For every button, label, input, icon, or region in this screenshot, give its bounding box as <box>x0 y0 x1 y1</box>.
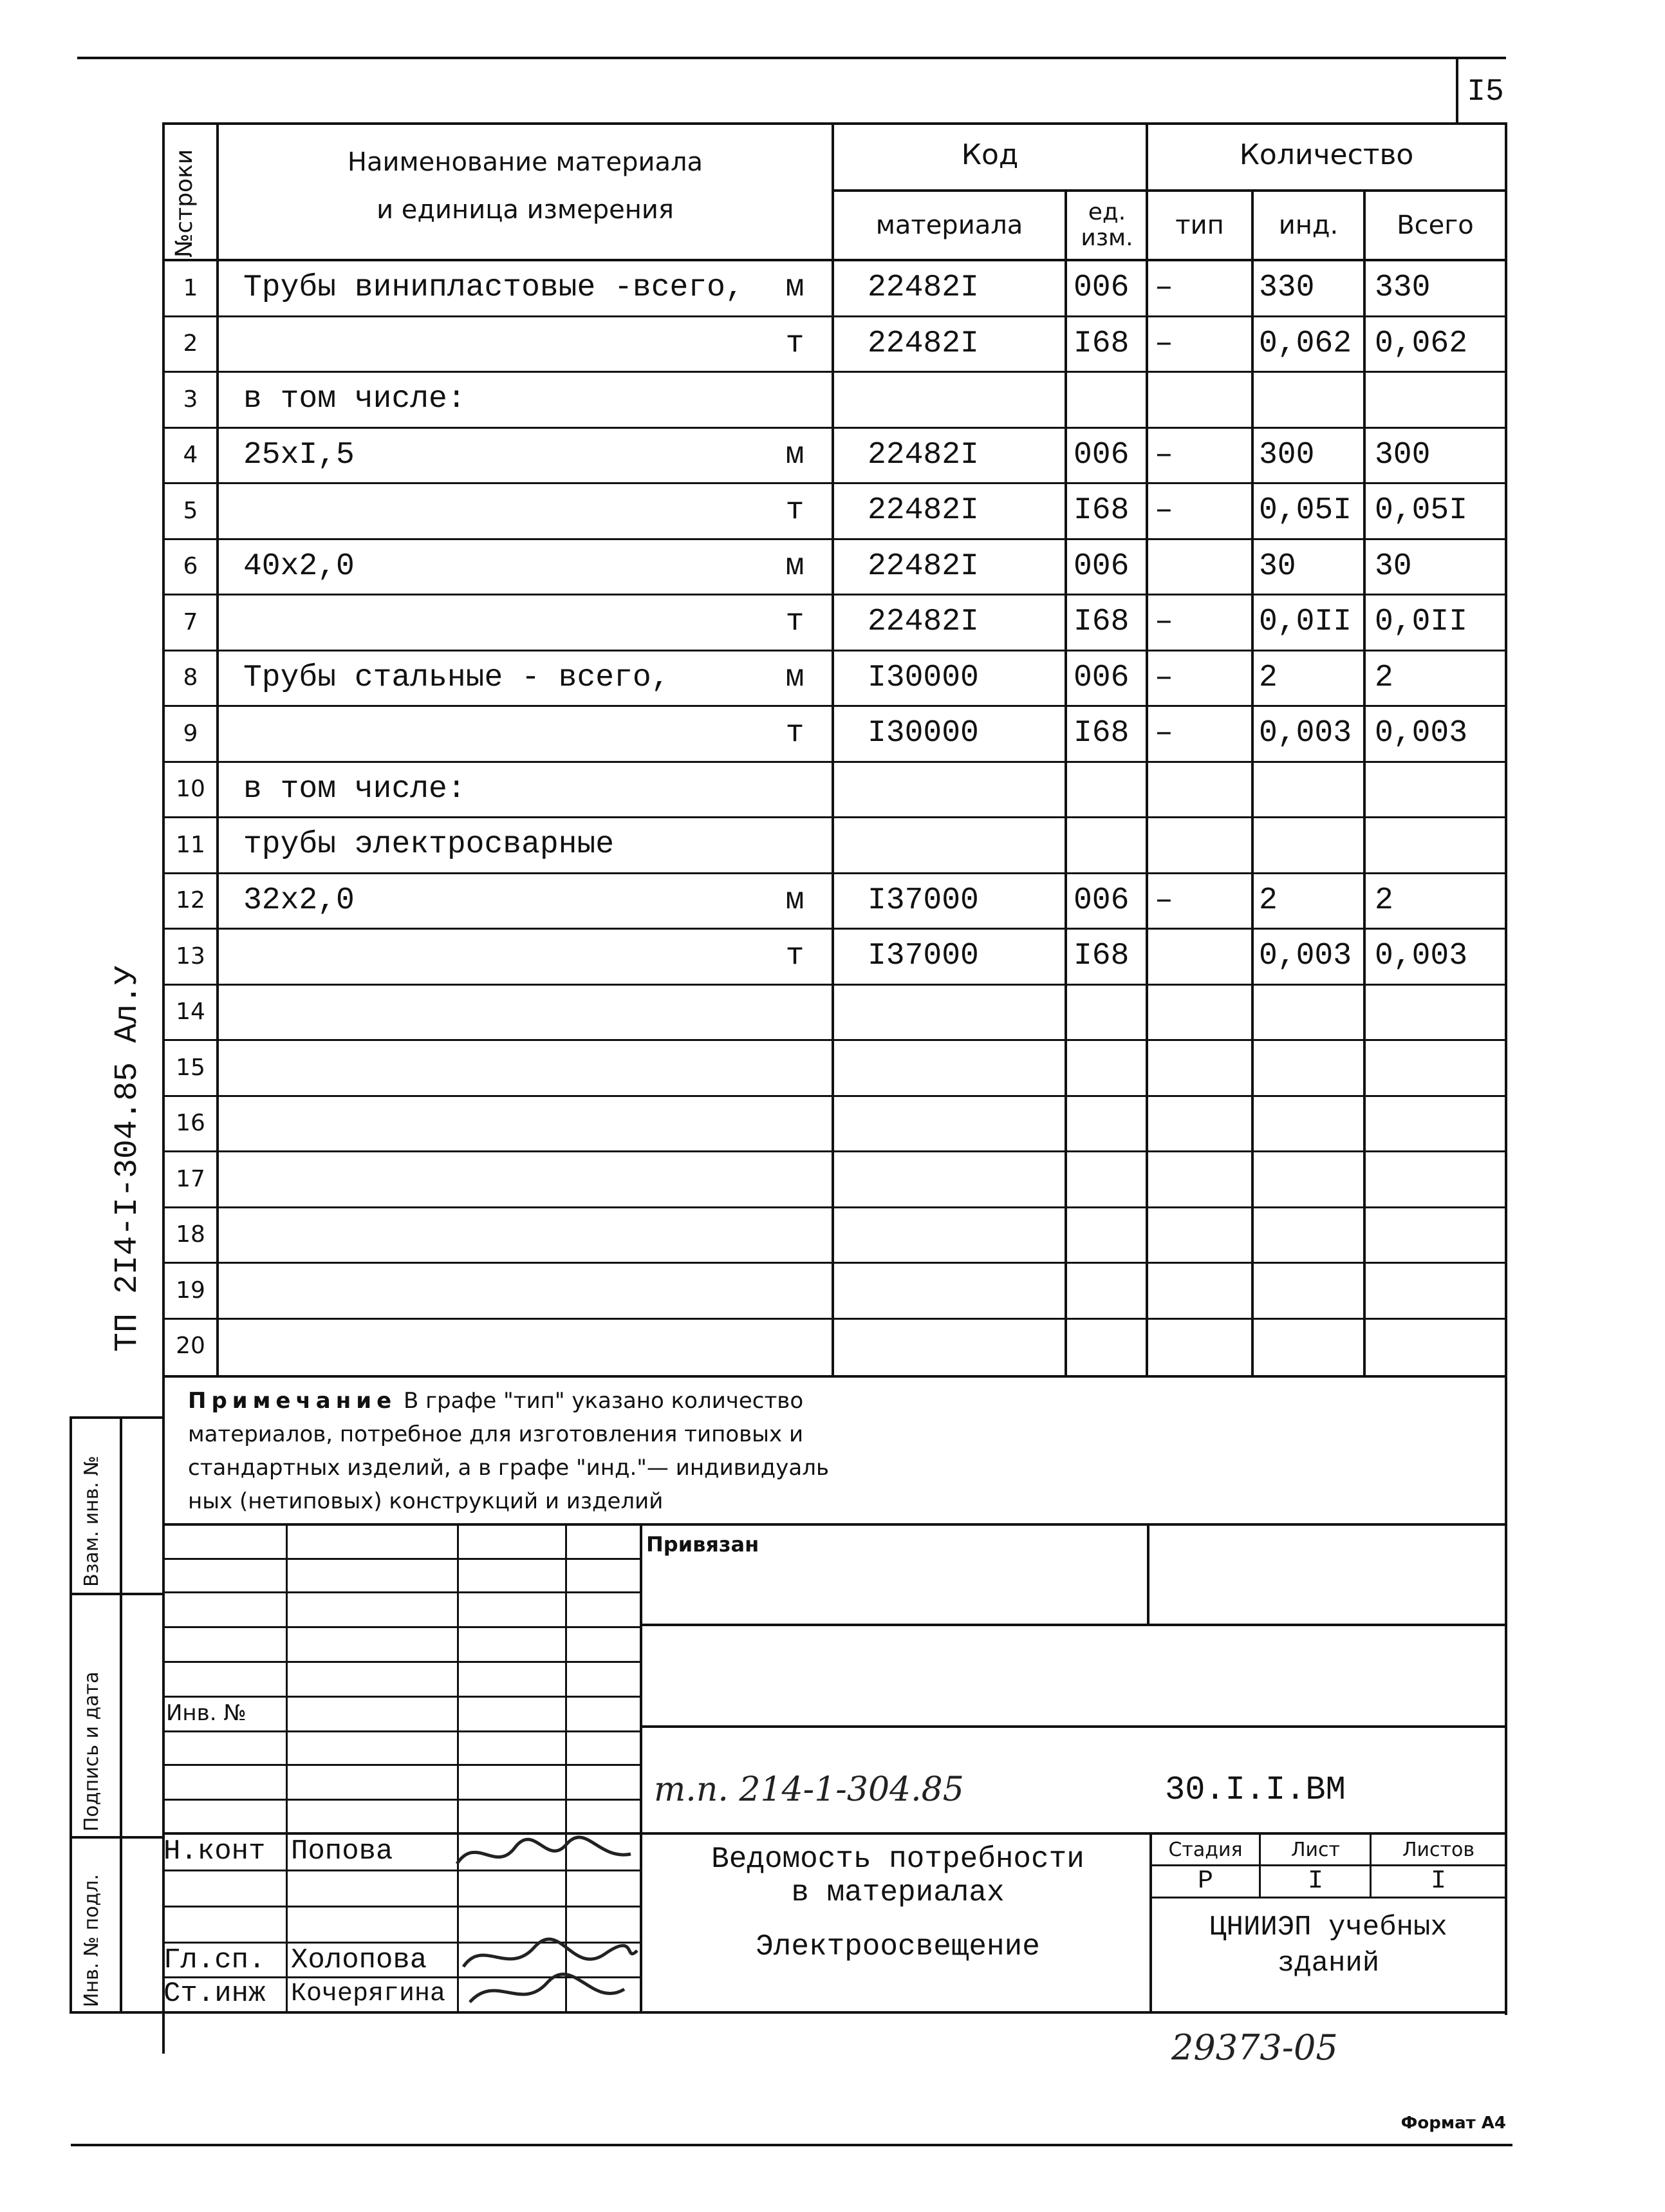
tb-top <box>162 1523 1507 1526</box>
qty-total <box>1366 762 1505 818</box>
row-divider <box>162 1318 1507 1320</box>
unit-code <box>1067 817 1146 873</box>
qty-ind: 300 <box>1259 437 1315 473</box>
row-number: 13 <box>176 942 205 970</box>
material-name <box>243 594 758 650</box>
tb-line-1 <box>640 1624 1507 1626</box>
bottom-handwritten-number: 29373-05 <box>1171 2027 1338 2068</box>
note-line3: стандартных изделий, а в графе "инд."— индивидуаль <box>188 1455 830 1481</box>
material-code: I30000 <box>868 716 979 751</box>
qty-total: 0,003 <box>1375 939 1468 974</box>
material-code: 22482I <box>868 326 979 361</box>
qty-total: 2 <box>1375 660 1393 695</box>
material-name: в том числе: <box>243 771 466 807</box>
unit-code: 006 <box>1074 883 1130 918</box>
qty-type <box>1148 371 1251 427</box>
sig-row-3 <box>162 1626 640 1628</box>
doc-title-line3: Электроосвещение <box>756 1930 1040 1964</box>
row-divider <box>162 650 1507 651</box>
unit-code: 006 <box>1074 270 1130 306</box>
material-unit <box>759 1262 830 1318</box>
note-lead: Примечание <box>188 1388 397 1414</box>
col-line-num <box>216 122 219 1378</box>
side-stamp-div2 <box>70 1836 165 1839</box>
qty-type <box>1148 1318 1251 1374</box>
qty-ind <box>1254 1207 1363 1263</box>
material-unit <box>759 1096 830 1152</box>
side-label-inv: Инв. № подл. <box>80 1874 103 2007</box>
row-number: 20 <box>176 1333 205 1360</box>
qty-type <box>1148 1096 1251 1152</box>
row-divider <box>162 761 1507 763</box>
side-stamp-left <box>70 1416 72 2014</box>
qty-type: – <box>1155 716 1173 751</box>
qty-type <box>1148 928 1251 984</box>
material-name: 40x2,0 <box>243 548 355 584</box>
tb-stage-split1 <box>1259 1832 1261 1898</box>
sig-row-4 <box>162 1661 640 1663</box>
material-name <box>243 1096 758 1152</box>
note-line2: материалов, потребное для изготовления типовых и <box>188 1421 804 1447</box>
doc-title-line2: в материалах <box>791 1876 1005 1909</box>
row-divider <box>162 1206 1507 1208</box>
row-divider <box>162 984 1507 986</box>
material-unit <box>759 984 830 1040</box>
row-number: 5 <box>183 497 198 524</box>
material-name: Трубы стальные - всего, <box>243 660 670 695</box>
row-divider <box>162 816 1507 818</box>
qty-ind: 30 <box>1259 548 1296 584</box>
unit-code: I68 <box>1074 326 1130 361</box>
material-code: 22482I <box>868 270 979 306</box>
name-popova: Попова <box>291 1835 393 1868</box>
material-name <box>243 928 758 984</box>
qty-type <box>1148 539 1251 595</box>
material-unit: м <box>785 270 805 306</box>
row-divider <box>162 1150 1507 1152</box>
qty-ind <box>1254 984 1363 1040</box>
row-number: 1 <box>183 274 198 301</box>
tb-right <box>1505 1523 1507 2015</box>
qty-ind: 0,003 <box>1259 939 1352 974</box>
material-unit <box>759 1040 830 1096</box>
material-code <box>834 762 1065 818</box>
row-divider <box>162 1095 1507 1097</box>
row-divider <box>162 371 1507 373</box>
qty-type <box>1148 984 1251 1040</box>
qty-ind <box>1254 1151 1363 1207</box>
material-name <box>243 1262 758 1318</box>
material-unit: т <box>785 605 805 640</box>
row-divider <box>162 1262 1507 1264</box>
stage-value: Р <box>1197 1866 1213 1896</box>
qty-type: – <box>1155 270 1173 306</box>
row-divider <box>162 872 1507 874</box>
qty-total <box>1366 1318 1505 1374</box>
corner-box-left <box>1456 57 1458 124</box>
material-unit: м <box>785 437 805 473</box>
qty-type <box>1148 1207 1251 1263</box>
qty-type <box>1148 762 1251 818</box>
sig-row-1 <box>162 1558 640 1560</box>
material-code: 22482I <box>868 493 979 529</box>
qty-ind <box>1254 1318 1363 1374</box>
unit-code <box>1067 1207 1146 1263</box>
unit-code: I68 <box>1074 939 1130 974</box>
note-line1: В графе "тип" указано количество <box>403 1388 804 1414</box>
header-quantity: Количество <box>1239 138 1414 171</box>
material-name <box>243 706 758 762</box>
material-unit <box>759 1151 830 1207</box>
row-number: 6 <box>183 553 198 580</box>
qty-ind: 0,0II <box>1259 605 1352 640</box>
bottom-rule <box>71 2144 1512 2146</box>
signature-scribbles <box>451 1828 644 2015</box>
qty-ind <box>1254 762 1363 818</box>
format-label: Формат А4 <box>1400 2114 1506 2133</box>
qty-ind: 0,062 <box>1259 326 1352 361</box>
qty-type <box>1148 817 1251 873</box>
sheets-value: I <box>1430 1866 1446 1896</box>
row-number: 10 <box>176 776 205 803</box>
material-unit: т <box>785 326 805 361</box>
header-code-unit: ед. изм. <box>1081 199 1133 251</box>
doc-code: 30.I.I.ВМ <box>1165 1770 1346 1809</box>
row-divider <box>162 1039 1507 1041</box>
unit-code <box>1067 762 1146 818</box>
qty-type <box>1148 1262 1251 1318</box>
unit-code: I68 <box>1074 493 1130 529</box>
qty-total <box>1366 984 1505 1040</box>
qty-total: 30 <box>1375 548 1412 584</box>
row-number: 14 <box>176 998 205 1026</box>
material-unit: т <box>785 493 805 529</box>
tp-handwritten: т.п. 214-1-304.85 <box>654 1770 964 1809</box>
qty-total <box>1366 817 1505 873</box>
material-name <box>243 316 758 372</box>
row-number: 15 <box>176 1054 205 1081</box>
sig-row-6 <box>162 1730 640 1732</box>
qty-ind: 0,05I <box>1259 493 1352 529</box>
qty-ind: 2 <box>1259 660 1278 695</box>
qty-total <box>1366 1151 1505 1207</box>
side-stamp-right <box>120 1416 122 2014</box>
qty-total: 2 <box>1375 883 1393 918</box>
material-name <box>243 1207 758 1263</box>
note-block <box>188 1384 1025 1518</box>
row-number: 17 <box>176 1165 205 1192</box>
header-name-line2: и единица измерения <box>377 195 674 225</box>
row-number: 8 <box>183 664 198 691</box>
material-code <box>834 984 1065 1040</box>
qty-total: 0,003 <box>1375 716 1468 751</box>
qty-type: – <box>1155 883 1173 918</box>
side-label-podpis: Подпись и дата <box>80 1671 103 1832</box>
sheet-corner-number: I5 <box>1467 75 1504 109</box>
material-name <box>243 1318 758 1374</box>
material-unit <box>759 762 830 818</box>
header-qty-ind: инд. <box>1278 211 1339 240</box>
row-divider <box>162 538 1507 540</box>
material-code <box>834 1207 1065 1263</box>
material-name: 32x2,0 <box>243 883 355 918</box>
header-code: Код <box>961 138 1019 171</box>
material-code <box>834 1096 1065 1152</box>
qty-ind <box>1254 1096 1363 1152</box>
side-stamp-top <box>70 1416 165 1419</box>
unit-code: 006 <box>1074 548 1130 584</box>
row-number: 12 <box>176 887 205 914</box>
material-unit: м <box>785 883 805 918</box>
privyazan-label: Привязан <box>646 1532 759 1557</box>
role-stinzh: Ст.инж <box>163 1978 266 2010</box>
tb-stage-split2 <box>1370 1832 1372 1898</box>
qty-ind <box>1254 817 1363 873</box>
material-name: трубы электросварные <box>243 827 615 863</box>
row-number: 9 <box>183 720 198 747</box>
qty-total <box>1366 1040 1505 1096</box>
qty-type: – <box>1155 437 1173 473</box>
material-code: 22482I <box>868 605 979 640</box>
header-qty-type: тип <box>1175 211 1224 240</box>
material-code: 22482I <box>868 437 979 473</box>
qty-ind <box>1254 1262 1363 1318</box>
sig-col-1 <box>286 1523 288 2014</box>
name-kocheryagina: Кочерягина <box>291 1979 446 2009</box>
row-number: 11 <box>176 831 205 858</box>
material-unit: м <box>785 548 805 584</box>
material-name <box>243 1040 758 1096</box>
side-stamp-div1 <box>70 1593 165 1595</box>
material-name: Трубы винипластовые -всего, <box>243 270 744 306</box>
material-unit: т <box>785 716 805 751</box>
stage-label: Стадия <box>1168 1838 1243 1861</box>
material-code <box>834 817 1065 873</box>
qty-ind: 330 <box>1259 270 1315 306</box>
unit-code: I68 <box>1074 605 1130 640</box>
row-number: 2 <box>183 330 198 357</box>
qty-ind: 0,003 <box>1259 716 1352 751</box>
header-qty-total: Всего <box>1397 211 1474 240</box>
material-code <box>834 1151 1065 1207</box>
org-line2: зданий <box>1277 1947 1380 1980</box>
tb-stage-value-line <box>1149 1897 1507 1898</box>
header-midline <box>832 189 1505 192</box>
tb-privyazan-split <box>1147 1523 1149 1626</box>
row-divider <box>162 928 1507 930</box>
unit-code: I68 <box>1074 716 1130 751</box>
material-unit <box>759 817 830 873</box>
margin-doc-code: ТП 2I4-I-304.85 Ал.У <box>109 965 146 1352</box>
qty-total <box>1366 371 1505 427</box>
qty-type: – <box>1155 605 1173 640</box>
material-code: 22482I <box>868 548 979 584</box>
sig-row-7 <box>162 1764 640 1766</box>
table-top <box>162 122 1507 125</box>
sheet-label: Лист <box>1290 1838 1341 1861</box>
role-glsp: Гл.сп. <box>163 1944 266 1976</box>
header-row-num: №строки <box>171 149 198 258</box>
sig-row-8 <box>162 1799 640 1801</box>
row-divider <box>162 482 1507 484</box>
material-unit: м <box>785 660 805 695</box>
qty-total: 0,0II <box>1375 605 1468 640</box>
row-divider <box>162 315 1507 317</box>
top-rule <box>77 57 1506 59</box>
material-code <box>834 1262 1065 1318</box>
material-code <box>834 1040 1065 1096</box>
row-number: 3 <box>183 386 198 413</box>
unit-code <box>1067 1318 1146 1374</box>
qty-type: – <box>1155 660 1173 695</box>
row-divider <box>162 594 1507 595</box>
unit-code <box>1067 1151 1146 1207</box>
header-code-material: материала <box>875 211 1023 240</box>
qty-type <box>1148 1040 1251 1096</box>
row-number: 19 <box>176 1277 205 1304</box>
row-number: 16 <box>176 1110 205 1137</box>
sheets-label: Листов <box>1402 1838 1475 1861</box>
unit-code <box>1067 1096 1146 1152</box>
row-number: 7 <box>183 608 198 635</box>
row-divider <box>162 705 1507 707</box>
sheet-value: I <box>1307 1866 1323 1896</box>
material-name <box>243 984 758 1040</box>
row-divider <box>162 427 1507 429</box>
material-code: I37000 <box>868 883 979 918</box>
material-unit <box>759 1318 830 1374</box>
unit-code <box>1067 1262 1146 1318</box>
qty-type <box>1148 1151 1251 1207</box>
qty-total: 0,05I <box>1375 493 1468 529</box>
material-name <box>243 1151 758 1207</box>
qty-total: 0,062 <box>1375 326 1468 361</box>
qty-ind: 2 <box>1259 883 1278 918</box>
qty-total <box>1366 1207 1505 1263</box>
row-number: 18 <box>176 1221 205 1248</box>
tb-line-2 <box>640 1725 1507 1728</box>
side-label-vzam: Взам. инв. № <box>80 1456 103 1587</box>
unit-code: 006 <box>1074 437 1130 473</box>
unit-code <box>1067 984 1146 1040</box>
material-name: 25xI,5 <box>243 437 355 473</box>
material-unit <box>759 1207 830 1263</box>
name-holopova: Холопова <box>291 1944 427 1976</box>
qty-ind <box>1254 371 1363 427</box>
unit-code <box>1067 1040 1146 1096</box>
material-code: I30000 <box>868 660 979 695</box>
note-line4: ных (нетиповых) конструкций и изделий <box>188 1488 664 1514</box>
header-name-line1: Наименование материала <box>347 147 703 177</box>
unit-code: 006 <box>1074 660 1130 695</box>
role-nkont: Н.конт <box>163 1835 266 1868</box>
qty-ind <box>1254 1040 1363 1096</box>
qty-type: – <box>1155 493 1173 529</box>
material-code <box>834 371 1065 427</box>
qty-total: 300 <box>1375 437 1431 473</box>
material-name <box>243 483 758 539</box>
inv-no-label: Инв. № <box>166 1700 246 1726</box>
material-code <box>834 1318 1065 1374</box>
qty-total <box>1366 1096 1505 1152</box>
material-name: в том числе: <box>243 382 466 417</box>
material-code: I37000 <box>868 939 979 974</box>
org-line1: ЦНИИЭП учебных <box>1209 1911 1447 1944</box>
qty-type: – <box>1155 326 1173 361</box>
qty-total <box>1366 1262 1505 1318</box>
unit-code <box>1067 371 1146 427</box>
sig-row-2 <box>162 1591 640 1593</box>
tb-bottom <box>162 2011 1507 2014</box>
doc-title-line1: Ведомость потребности <box>711 1842 1084 1876</box>
row-number: 4 <box>183 442 198 469</box>
material-unit: т <box>785 939 805 974</box>
table-bottom <box>162 1375 1507 1378</box>
material-unit <box>759 371 830 427</box>
qty-total: 330 <box>1375 270 1431 306</box>
